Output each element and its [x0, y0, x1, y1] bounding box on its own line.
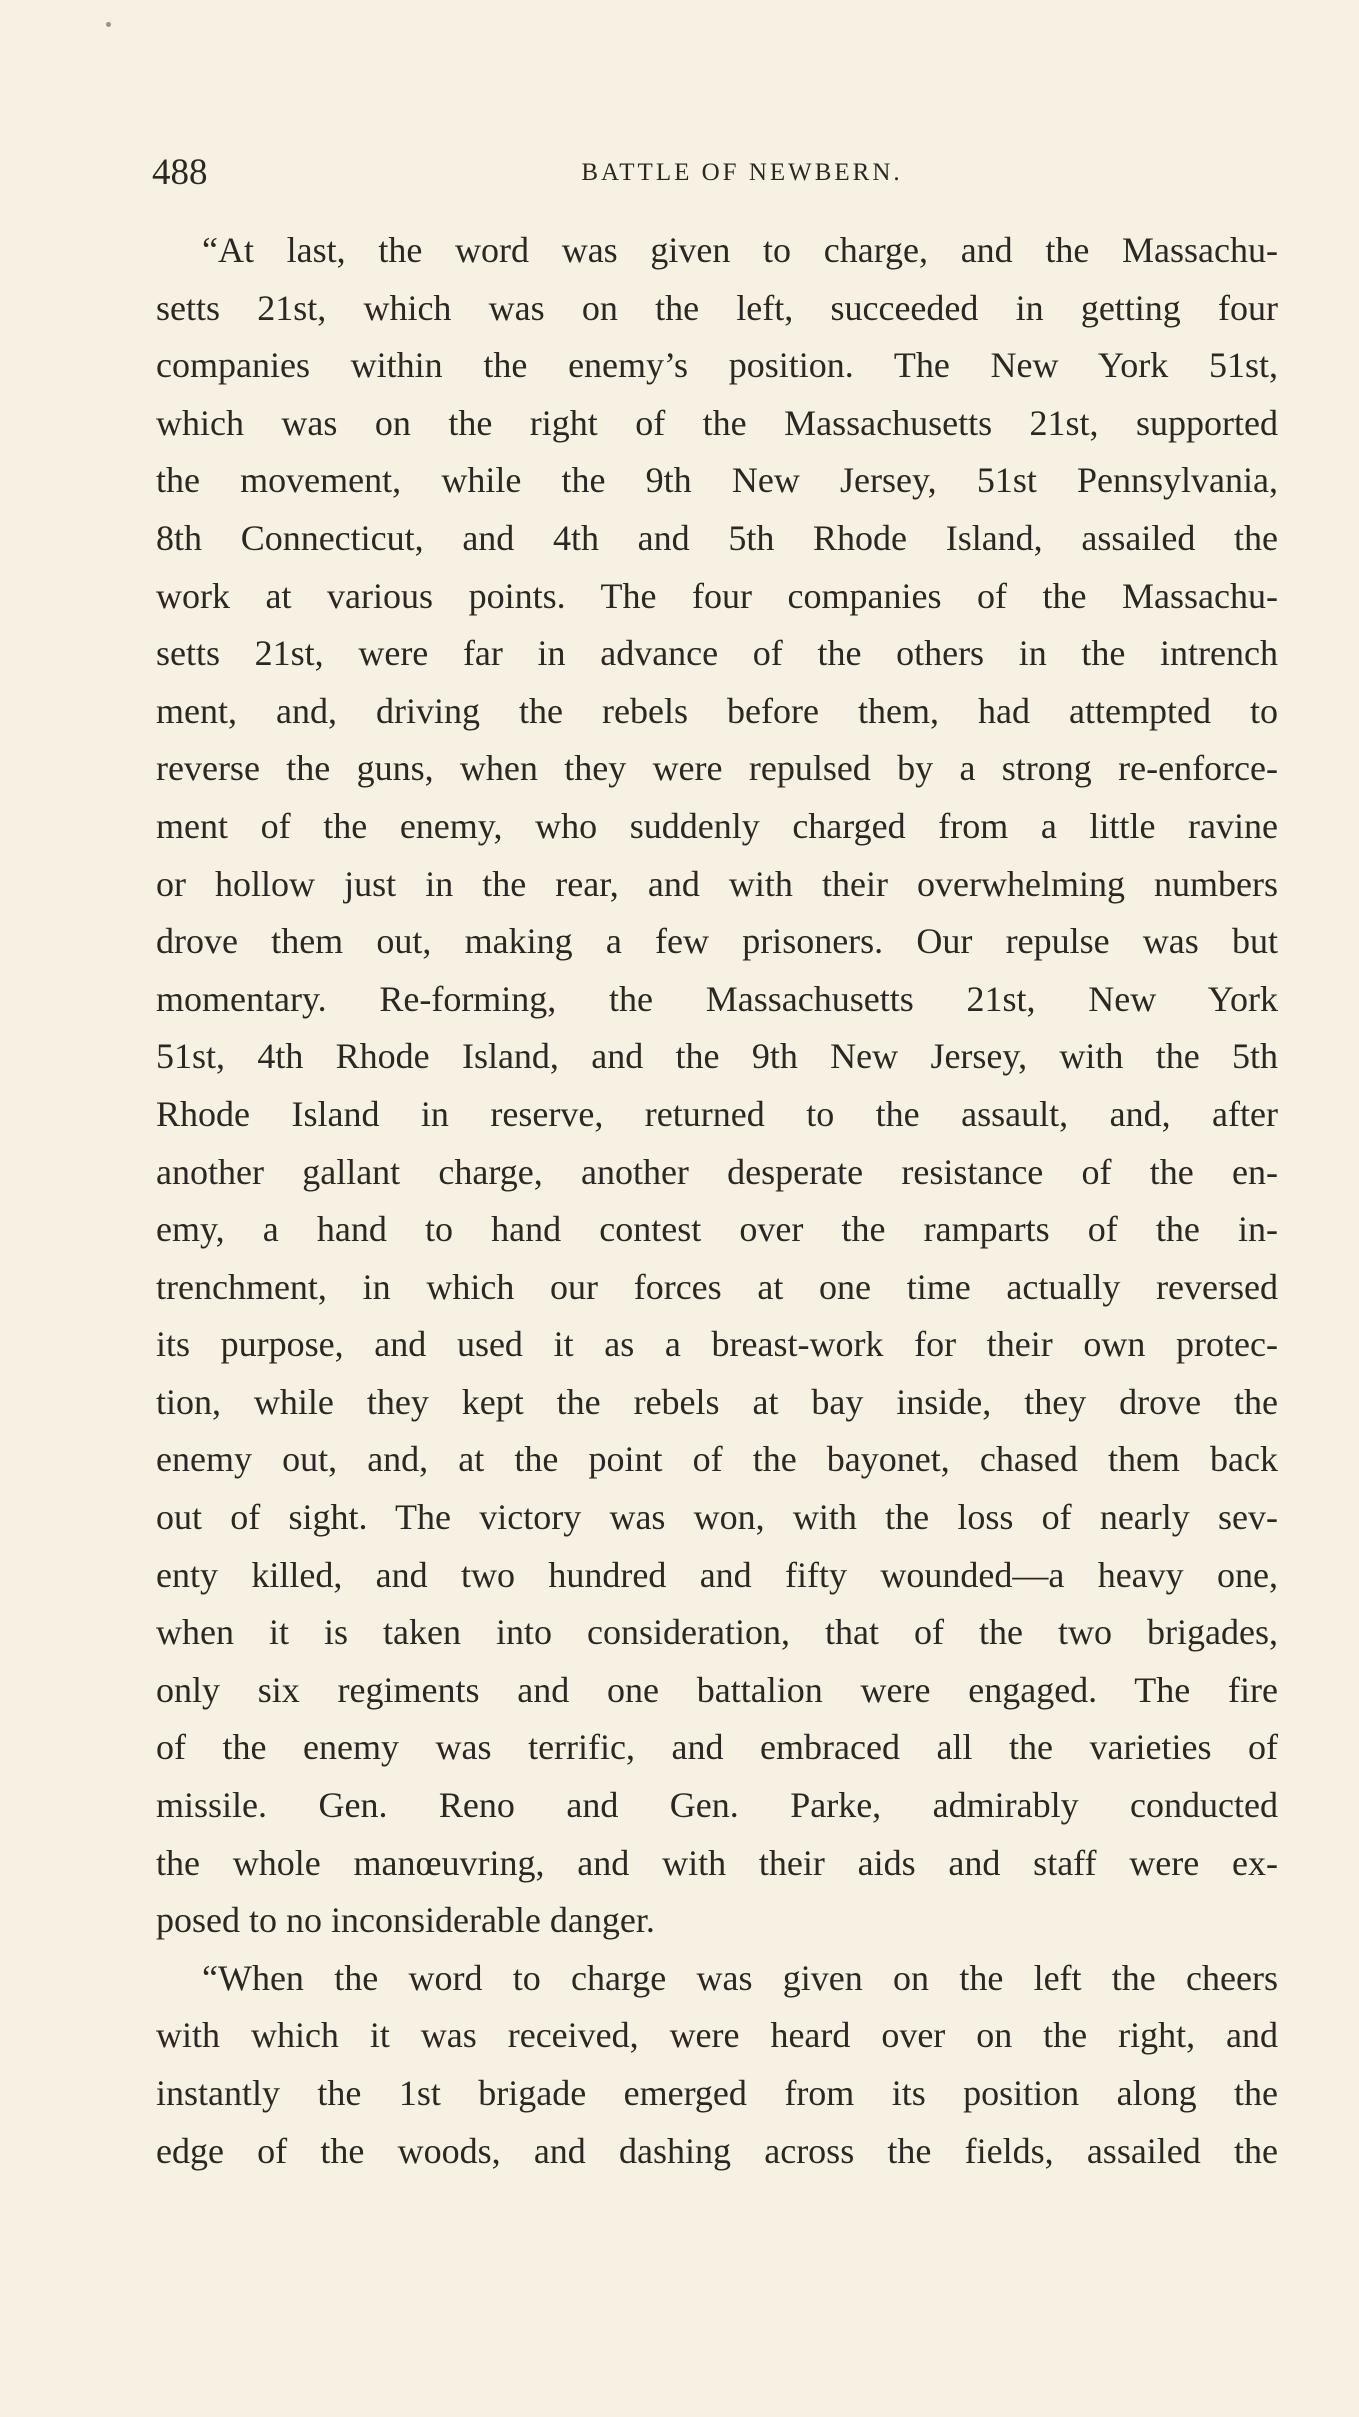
text-line: with which it was received, were heard over on the right, and: [156, 2015, 1278, 2056]
text-line: setts 21st, which was on the left, succeeded in getting four: [156, 287, 1278, 328]
text-line: “At last, the word was given to charge, and the Massachu-: [202, 230, 1278, 270]
text-line: setts 21st, were far in advance of the others in the intrench: [156, 633, 1278, 674]
text-line: posed to no inconsiderable danger.: [156, 1900, 655, 1941]
text-line: 51st, 4th Rhode Island, and the 9th New Jersey, with the 5th: [156, 1036, 1278, 1077]
text-line: tion, while they kept the rebels at bay inside, they drove the: [156, 1381, 1278, 1422]
text-line: missile. Gen. Reno and Gen. Parke, admirably conducted: [156, 1785, 1278, 1826]
text-line: another gallant charge, another desperate resistance of the en-: [156, 1151, 1278, 1192]
text-line: instantly the 1st brigade emerged from its position along the: [156, 2073, 1278, 2113]
text-line: which was on the right of the Massachusetts 21st, supported: [156, 402, 1278, 443]
text-line: when it is taken into consideration, that of the two brigades,: [156, 1612, 1278, 1653]
text-line: enemy out, and, at the point of the bayonet, chased them back: [156, 1439, 1278, 1480]
text-line: the movement, while the 9th New Jersey, 51st Pennsylvania,: [156, 460, 1278, 501]
running-title: BATTLE OF NEWBERN.: [581, 159, 903, 186]
text-line: of the enemy was terrific, and embraced all the varieties of: [156, 1727, 1278, 1768]
text-line: only six regiments and one battalion were engaged. The fire: [156, 1669, 1278, 1710]
paper-speck: [106, 22, 111, 27]
text-line: companies within the enemy’s position. The New York 51st,: [156, 345, 1278, 386]
text-line: 8th Connecticut, and 4th and 5th Rhode Island, assailed the: [156, 517, 1278, 558]
text-line: or hollow just in the rear, and with their overwhelming numbers: [156, 863, 1278, 904]
text-line: “When the word to charge was given on the left the cheers: [202, 1957, 1278, 1998]
text-line: its purpose, and used it as a breast-work for their own protec-: [156, 1324, 1278, 1365]
text-line: momentary. Re-forming, the Massachusetts 21st, New York: [156, 978, 1278, 1019]
text-line: work at various points. The four companies of the Massachu-: [156, 575, 1278, 616]
text-line: ment of the enemy, who suddenly charged from a little ravine: [156, 805, 1278, 846]
text-line: drove them out, making a few prisoners. Our repulse was but: [156, 921, 1278, 962]
page-number: 488: [152, 152, 208, 193]
text-line: the whole manœuvring, and with their aids and staff were ex-: [156, 1842, 1278, 1883]
text-line: trenchment, in which our forces at one time actually reversed: [156, 1266, 1278, 1307]
text-line: emy, a hand to hand contest over the ramparts of the in-: [156, 1209, 1278, 1250]
running-head: [152, 148, 1292, 198]
text-line: ment, and, driving the rebels before them, had attempted to: [156, 690, 1278, 731]
body-text: [156, 222, 1278, 2180]
text-line: edge of the woods, and dashing across the fields, assailed the: [156, 2130, 1278, 2171]
text-line: out of sight. The victory was won, with the loss of nearly sev-: [156, 1497, 1278, 1538]
text-line: Rhode Island in reserve, returned to the assault, and, after: [156, 1093, 1278, 1134]
text-line: enty killed, and two hundred and fifty wounded—a heavy one,: [156, 1554, 1278, 1595]
text-line: reverse the guns, when they were repulsed by a strong re-enforce-: [156, 748, 1278, 789]
